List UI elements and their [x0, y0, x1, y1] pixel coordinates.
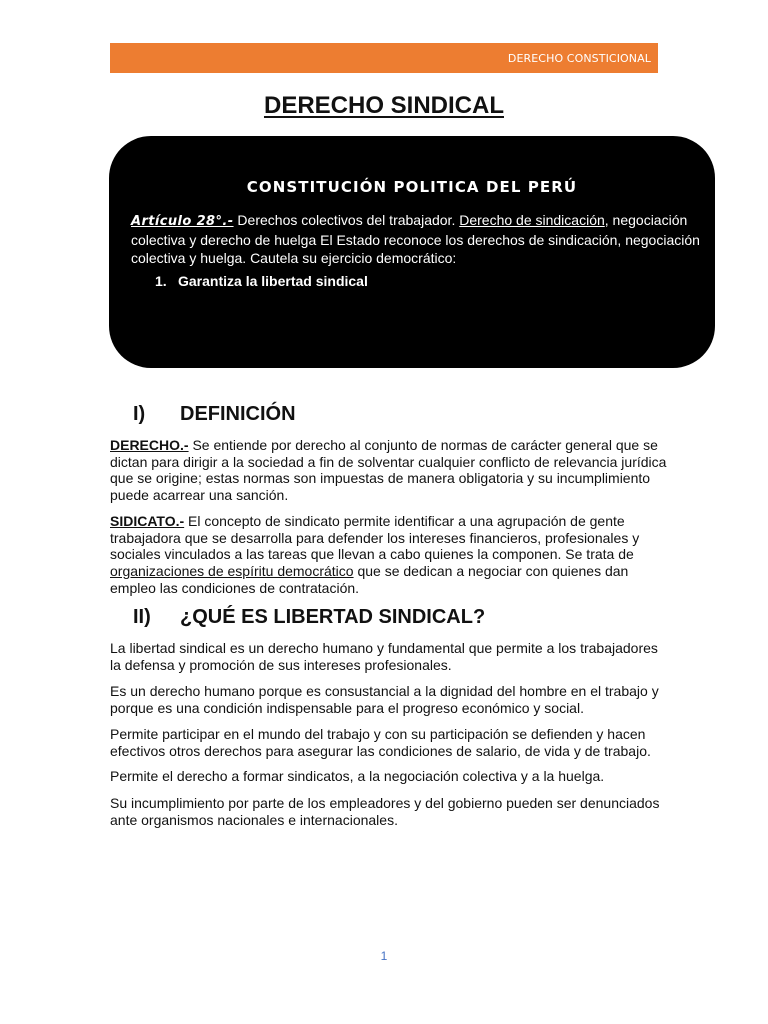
- article-list: [155, 273, 368, 289]
- running-header-bar: [110, 43, 658, 73]
- page-number: 1: [380, 949, 388, 963]
- list-item-number: 1.: [155, 273, 167, 289]
- sindicato-text-1: El concepto de sindicato permite identificar a una agrupación de gente trabajadora que se desarrolla para defender los intereses financieros, profesionales y sociales vinculados a las tareas que llevan a cabo quienes la componen. Se trata de: [110, 513, 640, 563]
- article-label: Artículo 28°.-: [131, 214, 234, 229]
- sindicato-definition: [110, 513, 670, 597]
- section-1-title: DEFINICIÓN: [180, 403, 296, 425]
- derecho-definition: [110, 437, 670, 504]
- running-header-title: DERECHO CONSTICIONAL: [507, 51, 651, 65]
- list-item: [155, 273, 368, 289]
- libertad-paragraph-3: Permite participar en el mundo del trabajo y con su participación se defienden y hacen efectivos otros derechos para asegurar las condiciones de salario, de vida y de trabajo.: [110, 726, 651, 759]
- section-1-heading: [133, 403, 296, 426]
- article-link-derecho-sindicacion[interactable]: Derecho de sindicación: [459, 212, 605, 228]
- article-28-paragraph: [131, 211, 701, 267]
- section-2-number: II): [133, 606, 151, 628]
- section-1-number: I): [133, 403, 146, 425]
- derecho-term: DERECHO.-: [110, 437, 189, 453]
- document-title: [0, 92, 768, 120]
- sindicato-term: SIDICATO.-: [110, 513, 185, 529]
- document-title-text: DERECHO SINDICAL: [263, 92, 504, 119]
- derecho-text: Se entiende por derecho al conjunto de normas de carácter general que se dictan para dirigir a la sociedad a fin de solventar cualquier conflicto de relevancia jurídica que se origine; estas normas son impuestas de manera obligatoria y su incumplimiento puede acarrear una sanción.: [110, 437, 667, 504]
- constitution-heading: CONSTITUCIÓN POLITICA DEL PERÚ: [246, 178, 578, 196]
- libertad-paragraph-1: La libertad sindical es un derecho humano y fundamental que permite a los trabajadores la defensa y promoción de sus intereses profesionales.: [110, 640, 658, 673]
- list-item-text: Garantiza la libertad sindical: [178, 273, 368, 289]
- article-text-1: Derechos colectivos del trabajador.: [233, 212, 460, 228]
- constitution-box: [109, 136, 715, 368]
- libertad-paragraph-5: Su incumplimiento por parte de los empleadores y del gobierno pueden ser denunciados ante organismos nacionales e internacionales.: [110, 795, 660, 828]
- libertad-paragraph-2: Es un derecho humano porque es consustancial a la dignidad del hombre en el trabajo y porque es una condición indispensable para el progreso económico y social.: [110, 683, 659, 716]
- sindicato-link[interactable]: organizaciones de espíritu democrático: [110, 563, 354, 580]
- sindicato-text-2: que se dedican a negociar con quienes dan empleo las condiciones de contratación.: [110, 563, 629, 596]
- section-2-heading: [133, 606, 485, 629]
- section-2-title: ¿QUÉ ES LIBERTAD SINDICAL?: [180, 606, 486, 628]
- libertad-paragraph-4: Permite el derecho a formar sindicatos, a la negociación colectiva y a la huelga.: [110, 768, 605, 784]
- article-text-2: , negociación colectiva y derecho de huelga El Estado reconoce los derechos de sindicación, negociación colectiva y huelga. Cautela su ejercicio democrático:: [131, 212, 700, 266]
